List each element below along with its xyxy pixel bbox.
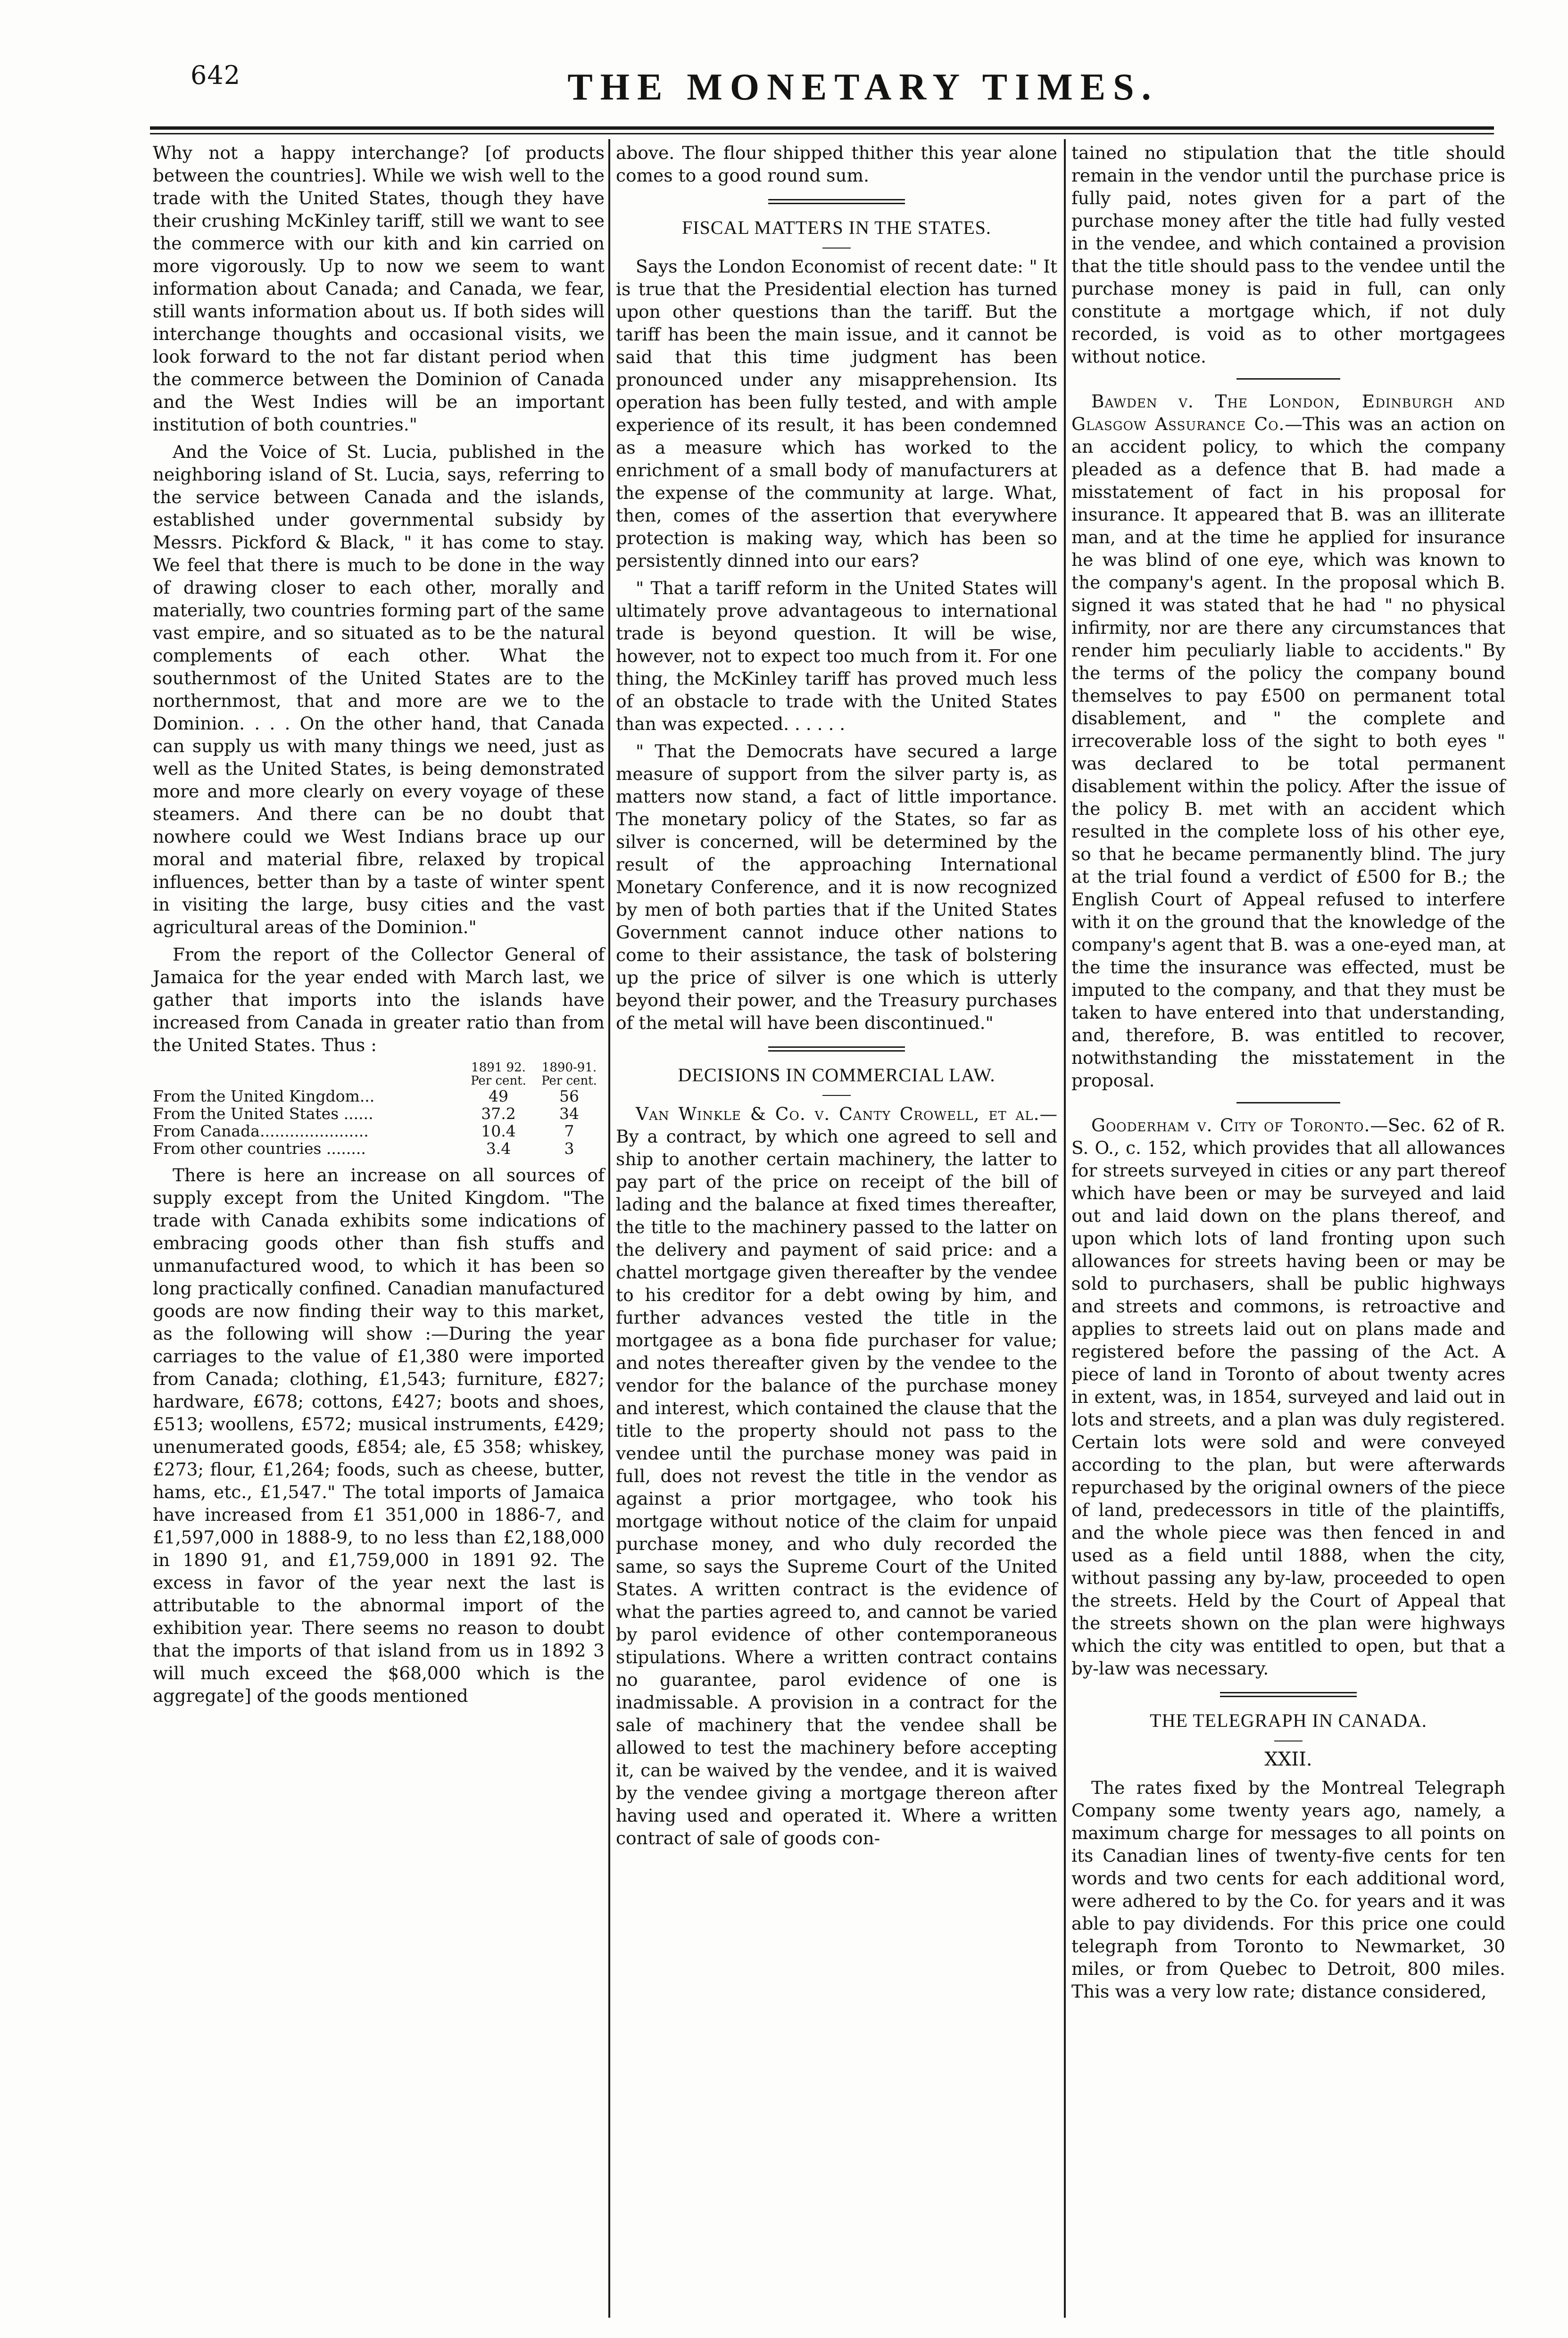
section-heading-commercial-law: DECISIONS IN COMMERCIAL LAW. <box>678 1064 996 1086</box>
column-left <box>153 141 605 2320</box>
paragraph: above. The flour shipped thither this year alone comes to a good round sum. <box>616 142 1057 186</box>
column-middle <box>616 141 1057 2320</box>
paragraph: The rates fixed by the Montreal Telegraph Company some twenty years ago, namely, a maximum charge for messages to all points on its Canadian lines of twenty-five cents for ten words and two cents for each additional word, were adhered to by the Co. for years and it was able to pay dividends. For this price one could telegraph from Toronto to Newmarket, 30 miles, or from Quebec to Detroit, 800 miles. This was a very low rate; distance considered, <box>1071 1777 1505 2002</box>
case-paragraph <box>616 1103 1057 1849</box>
case-title: Gooderham v. City of Toronto. <box>1091 1115 1370 1136</box>
column-subheader: Per cent. <box>471 1074 526 1088</box>
heading-rule <box>822 248 851 249</box>
table-cell: 10.4 <box>481 1122 516 1140</box>
table-cell: 34 <box>559 1104 579 1123</box>
jamaica-imports-table <box>153 1061 605 1157</box>
section-divider <box>1220 1692 1357 1697</box>
table-row <box>153 1122 605 1140</box>
column-subheader: Per cent. <box>541 1074 597 1088</box>
section-divider <box>768 1046 905 1052</box>
case-title: Bawden v. The London, Edinburgh and Glasgow Assurance Co. <box>1071 391 1505 434</box>
case-title: Van Winkle & Co. v. Canty Crowell, et al. <box>636 1103 1040 1124</box>
table-cell: 7 <box>564 1122 574 1140</box>
row-label: From Canada...................... <box>153 1122 369 1140</box>
table-cell: 56 <box>559 1087 579 1105</box>
paragraph: From the report of the Collector General of Jamaica for the year ended with March last, we gather that imports into the islands have increased from Canada in greater ratio than from the United States. Thus : <box>153 944 605 1055</box>
case-paragraph <box>1071 390 1505 1092</box>
table-row <box>153 1087 605 1105</box>
section-divider <box>1236 1102 1340 1103</box>
section-divider <box>768 199 905 204</box>
paragraph: " That a tariff reform in the United States will ultimately prove advantageous to international trade is beyond question. It will be wise, however, not to expect too much from it. For one thing, the McKinley tariff has proved much less of an obstacle to trade with the United States than was expected. . . . . . <box>616 578 1057 734</box>
table-header-row <box>153 1061 605 1074</box>
row-label: From the United States ...... <box>153 1104 373 1123</box>
section-divider <box>1236 378 1340 380</box>
heading-rule <box>822 1095 851 1096</box>
row-label: From other countries ........ <box>153 1139 366 1158</box>
case-body: —By a contract, by which one agreed to sell and ship to another certain machinery, the latter to pay part of the price on receipt of the bill of lading and the balance at fixed times thereafter, the title to the machinery passed to the latter on the delivery and payment of said price: and a chattel mortgage given thereafter by the vendee to his creditor for a debt owing by him, and further advances vested the title in the mortgagee as a bona fide purchaser for value; and notes thereafter given by the vendee to the vendor for the balance of the purchase money and interest, which contained the clause that the title to the property should not pass to the vendee until the purchase money was paid in full, does not revest the title in the vendor as against a prior mortgagee, who took his mortgage without notice of the claim for unpaid purchase money, and who duly recorded the same, so says the Supreme Court of the United States. A written contract is the evidence of what the parties agreed to, and cannot be varied by parol evidence of other contemporaneous stipulations. Where a written contract contains no guarantee, parol evidence of one is inadmissable. A provision in a contract for the sale of machinery that the vendee shall be allowed to test the machinery before accepting it, can be waived by the vendee, and it is waived by the vendee giving a mortgage thereon after having used and operated it. Where a written contract of sale of goods con- <box>616 1103 1057 1849</box>
table-row <box>153 1105 605 1122</box>
paragraph: tained no stipulation that the title should remain in the vendor until the purchase price is fully paid, notes given for a part of the purchase money after the title had fully vested in the vendee, and which contained a provision that the title should pass to the vendee until the purchase money is paid in full, can only constitute a mortgage which, if not duly recorded, is void as to other mortgagees without notice. <box>1071 142 1505 367</box>
column-divider-2 <box>1064 139 1066 2318</box>
header-rule-thick <box>150 126 1494 130</box>
section-heading-fiscal-matters: FISCAL MATTERS IN THE STATES. <box>682 217 991 238</box>
paragraph: There is here an increase on all sources of supply except from the United Kingdom. "The trade with Canada exhibits some indications of embracing goods other than fish stuffs and unmanufactured wood, to which it has been so long practically confined. Canadian manufactured goods are now finding their way to this market, as the following will show :—During the year carriages to the value of £1,380 were imported from Canada; clothing, £1,543; furniture, £827; hardware, £678; cottons, £427; boots and shoes, £513; woollens, £572; musical instruments, £429; unenumerated goods, £854; ale, £5 358; whiskey, £273; flour, £1,264; foods, such as cheese, butter, hams, etc., £1,547." The total imports of Jamaica have increased from £1 351,000 in 1886-7, and £1,597,000 in 1888-9, to no less than £2,188,000 in 1890 91, and £1,759,000 in 1891 92. The excess in favor of the year next the last is attributable to the abnormal import of the exhibition year. There seems no reason to doubt that the imports of that island from us in 1892 3 will much exceed the $68,000 which is the aggregate] of the goods mentioned <box>153 1165 605 1706</box>
paragraph: And the Voice of St. Lucia, published in the neighboring island of St. Lucia, says, referring to the service between Canada and the islands, established under governmental subsidy by Messrs. Pickford & Black, " it has come to stay. We feel that there is much to be done in the way of drawing closer to each other, morally and materially, two countries forming part of the same vast empire, and so situated as to be the natural complements of each other. What the southernmost of the United States are to the northernmost, that and more are we to the Dominion. . . . On the other hand, that Canada can supply us with many things we need, just as well as the United States, is being demonstrated more and more clearly on every voyage of these steamers. And there can be no doubt that nowhere could we West Indians brace up our moral and material fibre, relaxed by tropical influences, better than by a taste of winter spent in visiting the large, busy cities and the vast agricultural areas of the Dominion." <box>153 441 605 937</box>
column-header: 1890-91. <box>541 1061 597 1075</box>
case-body: —Sec. 62 of R. S. O., c. 152, which provides that all allowances for streets surveyed in cities or any part thereof which have been or may be surveyed and laid out and laid down on the plans thereof, and upon which lots of land fronting upon such allowances for streets having been or may be sold to purchasers, shall be public highways and streets and commons, is retroactive and applies to streets laid out on plans made and registered before the passing of the Act. A piece of land in Toronto of about twenty acres in extent, was, in 1854, surveyed and laid out in lots and streets, and a plan was duly registered. Certain lots were sold and were conveyed according to the plan, but were afterwards repurchased by the original owners of the piece of land, predecessors in title of the plaintiffs, and the whole piece was then fenced in and used as a field until 1888, when the city, without passing any by-law, proceeded to open the streets. Held by the Court of Appeal that the streets shown on the plan were highways which the city was entitled to open, but that a by-law was necessary. <box>1071 1115 1505 1679</box>
part-number: XXII. <box>1264 1749 1312 1770</box>
paragraph: " That the Democrats have secured a large measure of support from the silver party is, as matters now stand, a fact of little importance. The monetary policy of the States, so far as silver is concerned, will be determined by the result of the approaching International Monetary Conference, and it is now recognized by men of both parties that if the United States Government cannot induce other nations to come to their assistance, the task of bolstering up the price of silver is one which is utterly beyond their power, and the Treasury purchases of the metal will have been discontinued." <box>616 741 1057 1033</box>
table-row <box>153 1140 605 1157</box>
table-cell: 37.2 <box>481 1104 516 1123</box>
table-cell: 49 <box>489 1087 508 1105</box>
table-cell: 3.4 <box>486 1139 511 1158</box>
column-right <box>1071 141 1505 2320</box>
page-number: 642 <box>191 60 241 90</box>
section-heading-telegraph: THE TELEGRAPH IN CANADA. <box>1150 1710 1427 1731</box>
paragraph: Says the London Economist of recent date: " It is true that the Presidential election has turned upon other questions than the tariff. But the tariff has been the main issue, and it cannot be said that this time judgment has been pronounced under any misapprehension. Its operation has been fully tested, and with ample experience of its result, it has been condemned as a measure which has worked to the enrichment of a small body of manufacturers at the expense of the community at large. What, then, comes of the assertion that everywhere protection is making way, which has been so persistently dinned into our ears? <box>616 256 1057 571</box>
column-divider-1 <box>608 139 610 2318</box>
table-subheader-row <box>153 1074 605 1087</box>
case-paragraph <box>1071 1114 1505 1680</box>
table-cell: 3 <box>564 1139 574 1158</box>
paragraph: Why not a happy interchange? [of products between the countries]. While we wish well to the trade with the United States, though they have their crushing McKinley tariff, still we want to see the commerce with our kith and kin carried on more vigorously. Up to now we seem to want information about Canada; and Canada, we fear, still wants information about us. If both sides will interchange thoughts and occasional visits, we look forward to the not far distant period when the commerce between the Dominion of Canada and the West Indies will be an important institution of both countries." <box>153 142 605 435</box>
case-body: —This was an action on an accident policy, to which the company pleaded as a defence that B. had made a misstatement of fact in his proposal for insurance. It appeared that B. was an illiterate man, and at the time he applied for insurance he was blind of one eye, which was known to the company's agent. In the proposal which B. signed it was stated that he had " no physical infirmity, nor are there any circumstances that render him peculiarly liable to accidents." By the terms of the policy the company bound themselves to pay £500 on permanent total disablement, and " the complete and irrecoverable loss of the sight to both eyes " was declared to be total permanent disablement within the policy. After the issue of the policy B. met with an accident which resulted in the complete loss of his other eye, so that he became permanently blind. The jury at the trial found a verdict of £500 for B.; the English Court of Appeal refused to interfere with it on the ground that the knowledge of the company's agent that B. was a one-eyed man, at the time the insurance was effected, must be imputed to the company, and that they must be taken to have entered into that understanding, and, therefore, B. was entitled to recover, notwithstanding the misstatement in the proposal. <box>1071 414 1506 1091</box>
row-label: From the United Kingdom... <box>153 1087 375 1105</box>
column-header: 1891 92. <box>471 1061 526 1075</box>
header-rule-thin <box>150 133 1494 134</box>
masthead-title: THE MONETARY TIMES. <box>567 66 1159 108</box>
